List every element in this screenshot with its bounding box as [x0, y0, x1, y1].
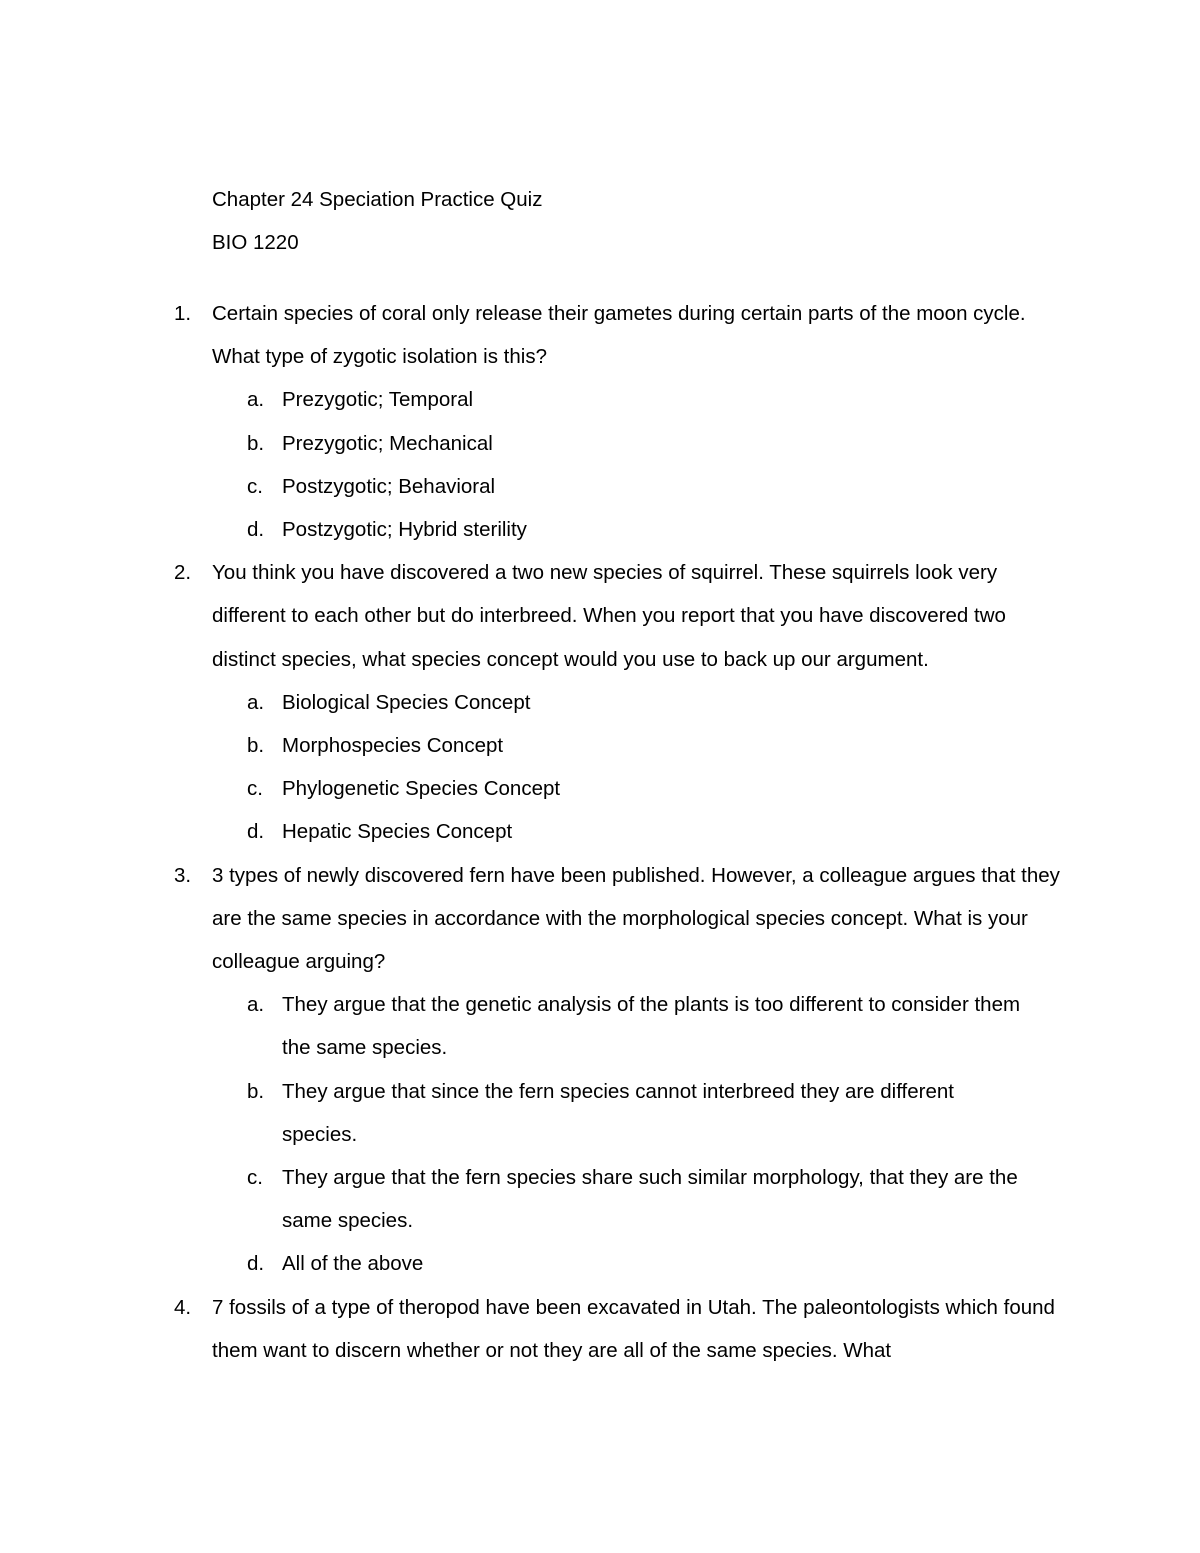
question-2 — [0, 551, 1200, 853]
option-letter: a. — [247, 993, 265, 1017]
option-b — [0, 1070, 1200, 1156]
option-letter: d. — [247, 1252, 265, 1276]
question-text: 3 types of newly discovered fern have been published. However, a colleague argues that they are the same species in accordance with the morphological species concept. What is your colleague arguing? — [212, 863, 1060, 974]
option-letter: b. — [247, 431, 265, 455]
question-number: 2. — [174, 561, 192, 585]
option-list — [0, 378, 1200, 551]
document-title: Chapter 24 Speciation Practice Quiz — [212, 188, 543, 211]
question-1 — [0, 292, 1200, 551]
option-d — [0, 810, 1200, 853]
option-c — [0, 767, 1200, 810]
option-d — [0, 1242, 1200, 1285]
option-letter: c. — [247, 777, 263, 801]
question-text: You think you have discovered a two new species of squirrel. These squirrels look very different to each other but do interbreed. When you report that you have discovered two distinct species, what species concept would you use to back up our argument. — [212, 561, 1006, 671]
question-4 — [0, 1286, 1200, 1372]
question-number: 4. — [174, 1295, 192, 1319]
option-a — [0, 378, 1200, 421]
option-a — [0, 983, 1200, 1069]
option-a — [0, 681, 1200, 724]
option-d — [0, 508, 1200, 551]
option-text: They argue that the fern species share such similar morphology, that they are the same species. — [282, 1166, 1018, 1233]
option-c — [0, 1156, 1200, 1242]
option-letter: d. — [247, 518, 265, 542]
option-text: Morphospecies Concept — [282, 734, 504, 758]
option-text: Biological Species Concept — [282, 690, 531, 714]
option-text: They argue that since the fern species cannot interbreed they are different species. — [282, 1079, 954, 1146]
option-letter: b. — [247, 734, 265, 758]
question-list — [0, 292, 1200, 1372]
option-letter: b. — [247, 1079, 265, 1103]
question-number: 1. — [174, 302, 192, 325]
option-text: Phylogenetic Species Concept — [282, 777, 561, 801]
question-3 — [0, 854, 1200, 1286]
option-b — [0, 422, 1200, 465]
option-text: They argue that the genetic analysis of the plants is too different to consider them the same species. — [282, 993, 1021, 1060]
option-text: Prezygotic; Temporal — [282, 388, 474, 412]
option-letter: c. — [247, 474, 263, 498]
option-letter: a. — [247, 690, 265, 714]
option-letter: d. — [247, 820, 265, 844]
question-text: 7 fossils of a type of theropod have been excavated in Utah. The paleontologists which found them want to discern whether or not they are all of the same species. What — [212, 1295, 1055, 1362]
option-list — [0, 681, 1200, 854]
option-list — [0, 983, 1200, 1285]
option-b — [0, 724, 1200, 767]
option-text: All of the above — [282, 1252, 424, 1276]
option-text: Prezygotic; Mechanical — [282, 431, 493, 455]
course-code: BIO 1220 — [212, 231, 299, 255]
option-c — [0, 465, 1200, 508]
question-text: Certain species of coral only release their gametes during certain parts of the moon cycle. What type of zygotic isolation is this? — [212, 302, 1026, 369]
option-text: Postzygotic; Behavioral — [282, 474, 496, 498]
option-letter: c. — [247, 1166, 263, 1190]
document-header — [212, 178, 1112, 264]
question-number: 3. — [174, 863, 192, 887]
option-text: Postzygotic; Hybrid sterility — [282, 518, 527, 542]
option-letter: a. — [247, 388, 265, 412]
option-text: Hepatic Species Concept — [282, 820, 513, 844]
